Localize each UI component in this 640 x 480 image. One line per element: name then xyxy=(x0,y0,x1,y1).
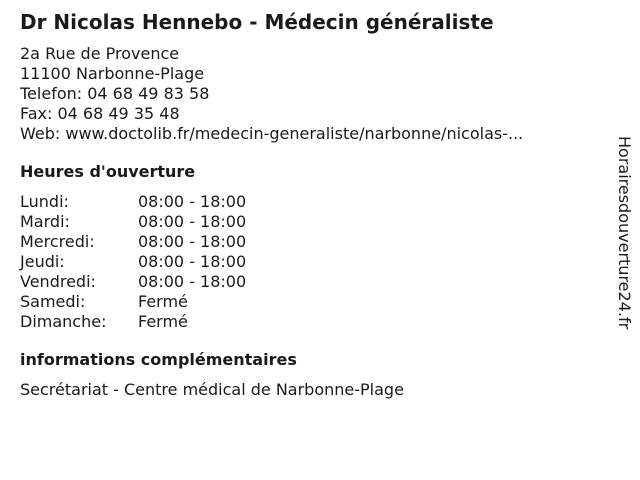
time-value: Fermé xyxy=(138,292,188,311)
address-street: 2a Rue de Provence xyxy=(20,44,180,63)
day-label: Samedi: xyxy=(20,292,86,311)
page-title: Dr Nicolas Hennebo - Médecin généraliste xyxy=(20,10,494,34)
phone-number: Telefon: 04 68 49 83 58 xyxy=(20,84,210,103)
day-label: Jeudi: xyxy=(20,252,65,271)
hours-table xyxy=(20,192,600,332)
hours-row-mardi xyxy=(20,212,600,232)
time-value: 08:00 - 18:00 xyxy=(138,252,247,271)
hours-row-jeudi xyxy=(20,252,600,272)
time-value: 08:00 - 18:00 xyxy=(138,212,247,231)
day-label: Dimanche: xyxy=(20,312,107,331)
day-label: Mardi: xyxy=(20,212,70,231)
hours-row-vendredi xyxy=(20,272,600,292)
info-heading: informations complémentaires xyxy=(20,350,297,369)
address-block xyxy=(20,44,600,144)
hours-row-mercredi xyxy=(20,232,600,252)
day-label: Lundi: xyxy=(20,192,69,211)
brand-watermark: Horairesdouverture24.fr xyxy=(615,136,634,330)
practice-card xyxy=(20,8,600,400)
day-label: Mercredi: xyxy=(20,232,95,251)
info-text: Secrétariat - Centre médical de Narbonne-Plage xyxy=(20,380,404,399)
time-value: 08:00 - 18:00 xyxy=(138,272,247,291)
hours-row-lundi xyxy=(20,192,600,212)
time-value: 08:00 - 18:00 xyxy=(138,232,247,251)
website-link[interactable]: Web: www.doctolib.fr/medecin-generaliste/narbonne/nicolas-... xyxy=(20,124,524,143)
day-label: Vendredi: xyxy=(20,272,96,291)
time-value: 08:00 - 18:00 xyxy=(138,192,247,211)
fax-number: Fax: 04 68 49 35 48 xyxy=(20,104,180,123)
hours-row-samedi xyxy=(20,292,600,312)
hours-heading: Heures d'ouverture xyxy=(20,162,196,181)
hours-row-dimanche xyxy=(20,312,600,332)
address-city: 11100 Narbonne-Plage xyxy=(20,64,205,83)
time-value: Fermé xyxy=(138,312,188,331)
